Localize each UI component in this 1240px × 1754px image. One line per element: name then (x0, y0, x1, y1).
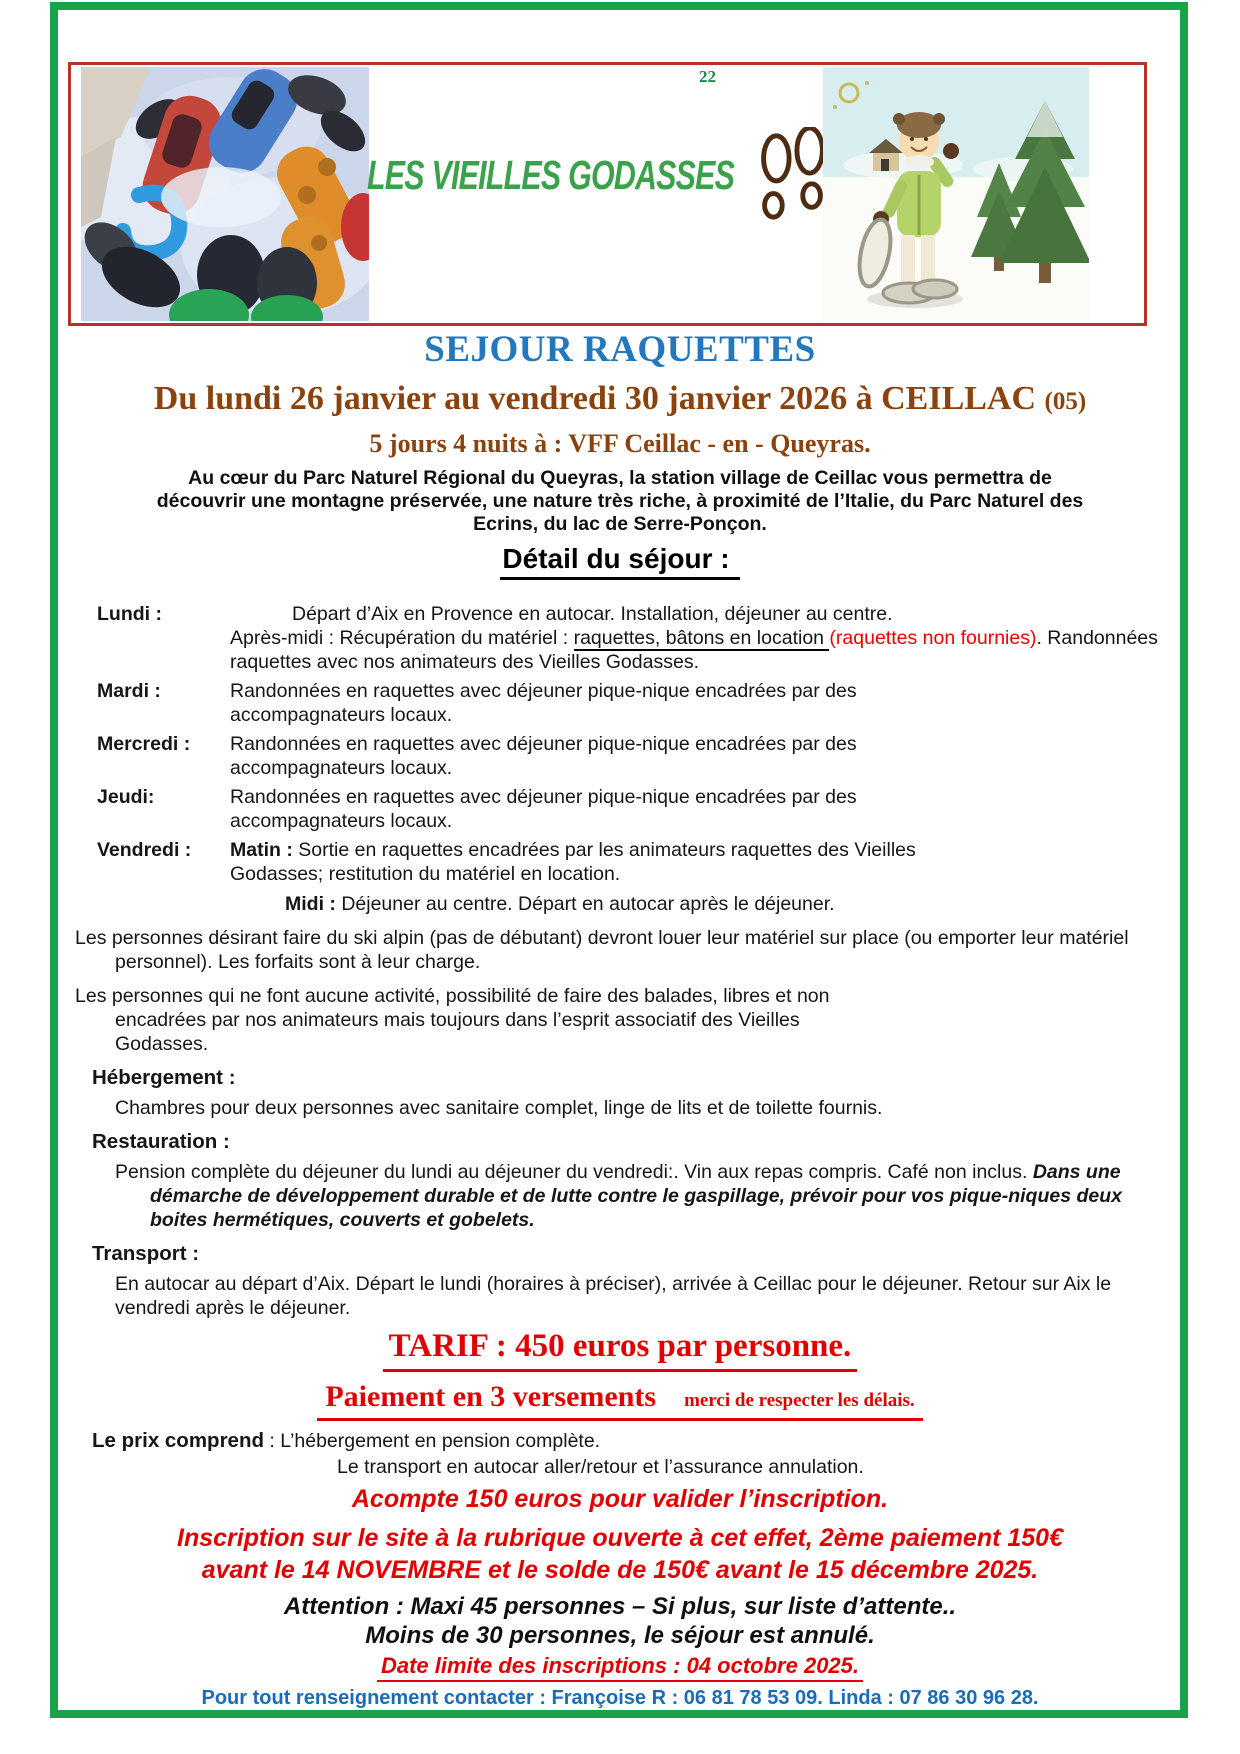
schedule-row-mercredi (0, 732, 1240, 780)
prix-item-2: Le transport en autocar aller/retour et l’assurance annulation. (337, 1455, 864, 1478)
paiement-note: merci de respecter les délais. (684, 1389, 915, 1411)
day-label: Lundi : (97, 602, 162, 625)
date-heading (0, 379, 1240, 420)
footprints-icon (757, 127, 829, 223)
header-banner (68, 62, 1147, 326)
matin-text: Sortie en raquettes encadrées par les animateurs raquettes des Vieilles Godasses; restitution du matériel en location. (230, 838, 916, 885)
inscription-line1: Inscription sur le site à la rubrique ouverte à cet effet, 2ème paiement 150€ (177, 1523, 1063, 1552)
schedule (0, 602, 1240, 916)
paiement-row (0, 1380, 1240, 1421)
schedule-row-vendredi (0, 838, 1240, 916)
tarif-row (0, 1328, 1240, 1372)
logo-text-box (367, 152, 745, 199)
detail-heading-row (0, 542, 1240, 580)
matin-label: Matin : (230, 838, 293, 861)
transport-text: En autocar au départ d’Aix. Départ le lundi (horaires à préciser), arrivée à Ceillac pour le déjeuner. Retour sur Aix le vendredi après le déjeuner. (115, 1272, 1112, 1319)
day-text: Randonnées en raquettes avec déjeuner pique-nique encadrées par des accompagnateurs locaux. (230, 732, 857, 779)
transport-label: Transport : (92, 1241, 200, 1265)
lundi-line2-pre: Après-midi : Récupération du matériel : (230, 626, 574, 649)
tarif-heading: TARIF : 450 euros par personne. (383, 1328, 858, 1372)
prix-separator: : (264, 1429, 281, 1452)
inscription-note (0, 1522, 1240, 1586)
attention-line2: Moins de 30 personnes, le séjour est annulé. (365, 1621, 875, 1649)
lundi-line2-post: . Randonnées raquettes avec nos animateurs des Vieilles Godasses. (230, 626, 1158, 673)
schedule-row-jeudi (0, 785, 1240, 833)
restauration-note: Dans une démarche de développement durable et de lutte contre le gaspillage, prévoir pour vos pique-niques deux boites hermétiques, couverts et gobelets. (150, 1160, 1122, 1231)
deadline: Date limite des inscriptions : 04 octobre 2025. (377, 1653, 863, 1682)
day-label: Jeudi: (97, 785, 155, 808)
page-number: 22 (699, 67, 716, 86)
midi-label: Midi : (285, 892, 336, 915)
day-text (230, 838, 930, 916)
midi-line (230, 892, 930, 916)
attention-note (0, 1592, 1240, 1650)
note-free-activities: Les personnes qui ne font aucune activité, possibilité de faire des balades, libres et non encadrées par nos animateurs mais toujours dans l’esprit associatif des Vieilles Godasses. (75, 984, 830, 1055)
prix-label: Le prix comprend (92, 1428, 265, 1452)
content (0, 330, 1240, 1708)
restauration-text (115, 1160, 1150, 1232)
midi-text: Déjeuner au centre. Départ en autocar après le déjeuner. (335, 892, 835, 915)
schedule-row-mardi (0, 679, 1240, 727)
intro-paragraph: Au cœur du Parc Naturel Régional du Queyras, la station village de Ceillac vous permettra de découvrir une montagne préservée, une nature très riche, à proximité de l’Italie, du Parc Naturel des Ecrins, du lac de Serre-Ponçon. (156, 467, 1084, 536)
paiement-heading (317, 1380, 922, 1421)
logo (367, 117, 829, 233)
day-text: Randonnées en raquettes avec déjeuner pique-nique encadrées par des accompagnateurs locaux. (230, 785, 857, 832)
detail-heading: Détail du séjour : (500, 542, 739, 580)
hebergement-text: Chambres pour deux personnes avec sanitaire complet, linge de lits et de toilette fournis. (115, 1096, 883, 1119)
note-ski: Les personnes désirant faire du ski alpin (pas de débutant) devront louer leur matériel sur place (ou emporter leur matériel personnel). Les forfaits sont à leur charge. (75, 926, 1129, 973)
paiement-main: Paiement en 3 versements (325, 1379, 657, 1413)
lundi-line1: Départ d’Aix en Provence en autocar. Installation, déjeuner au centre. (292, 602, 893, 625)
prix-item-1: L’hébergement en pension complète. (280, 1429, 601, 1452)
schedule-row-lundi (0, 602, 1240, 674)
footer-contact: Pour tout renseignement contacter : Françoise R : 06 81 78 53 09. Linda : 07 86 30 96 28. (201, 1686, 1039, 1709)
restauration-label: Restauration : (92, 1129, 230, 1153)
lundi-underlined: raquettes, bâtons en location (573, 626, 830, 649)
day-text: Randonnées en raquettes avec déjeuner pique-nique encadrées par des accompagnateurs locaux. (230, 679, 857, 726)
hebergement-label: Hébergement : (92, 1065, 236, 1089)
subtitle: 5 jours 4 nuits à : VFF Ceillac - en - Queyras. (369, 429, 871, 459)
logo-text: LES VIEILLES GODASSES (367, 151, 735, 198)
prix-comprend-line1 (92, 1429, 1240, 1453)
inscription-line2: avant le 14 NOVEMBRE et le solde de 150€ avant le 15 décembre 2025. (201, 1555, 1039, 1584)
day-label: Vendredi : (97, 838, 192, 861)
restauration-main: Pension complète du déjeuner du lundi au déjeuner du vendredi:. Vin aux repas compris. Café non inclus. (115, 1160, 1033, 1183)
snowshoer-cartoon (823, 67, 1089, 321)
day-text (230, 602, 1180, 674)
deadline-row (0, 1653, 1240, 1682)
page-title: SEJOUR RAQUETTES (424, 329, 816, 370)
lundi-red-note: (raquettes non fournies) (829, 626, 1037, 649)
snowshoes-photo (81, 67, 369, 321)
acompte-line: Acompte 150 euros pour valider l’inscription. (351, 1484, 889, 1513)
attention-line1: Attention : Maxi 45 personnes – Si plus, sur liste d’attente.. (283, 1592, 957, 1620)
day-label: Mardi : (97, 679, 161, 702)
day-label: Mercredi : (97, 732, 191, 755)
date-main: Du lundi 26 janvier au vendredi 30 janvier 2026 à CEILLAC (153, 379, 1045, 417)
date-suffix: (05) (1044, 387, 1087, 415)
